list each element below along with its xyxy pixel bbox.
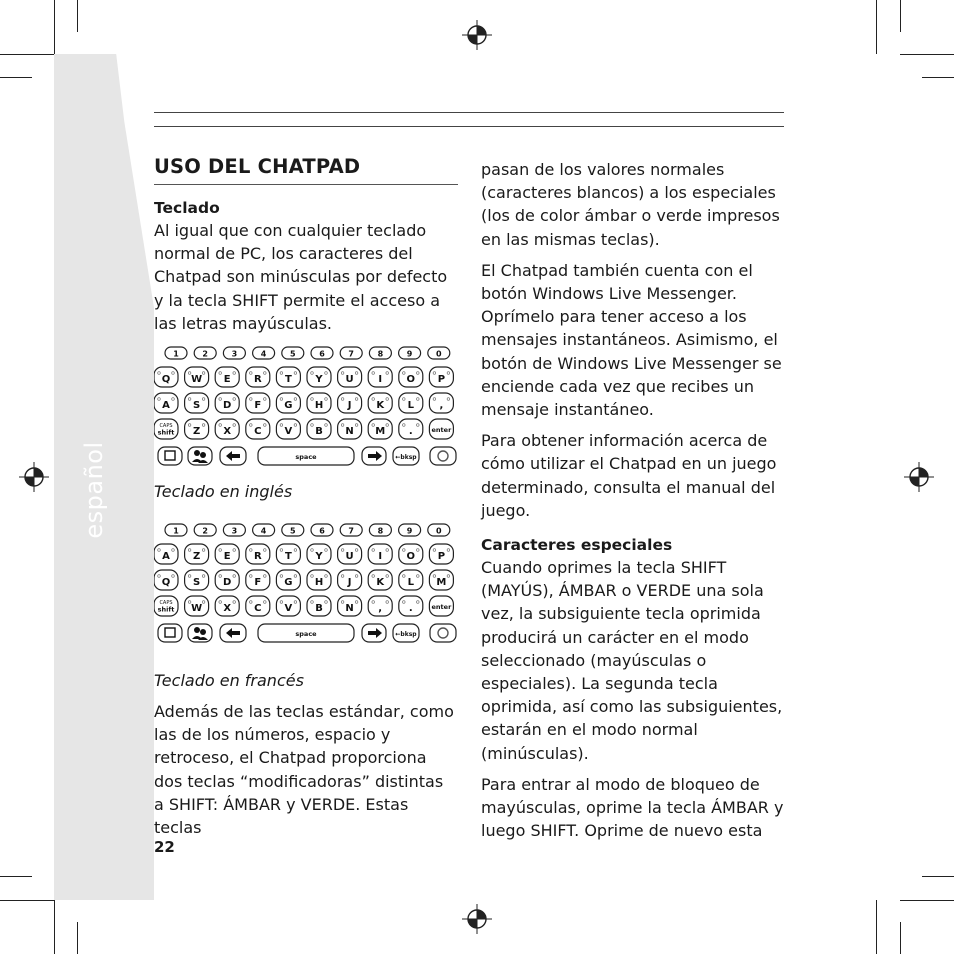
space-key-label: space: [295, 630, 317, 639]
letter-key-label: N: [345, 603, 354, 615]
crop-mark: [876, 0, 877, 54]
number-key-label: 2: [202, 349, 208, 359]
letter-key-label: U: [345, 374, 354, 386]
crop-mark: [77, 0, 78, 32]
bottom-key: [158, 624, 182, 642]
registration-mark-icon: [462, 904, 492, 934]
letter-key-label: P: [437, 551, 446, 563]
number-key-label: 0: [436, 349, 442, 359]
letter-key-label: M: [375, 426, 386, 438]
letter-key-label: U: [345, 551, 354, 563]
shift-key-label: shift: [157, 605, 175, 614]
crop-mark: [900, 900, 954, 901]
caps-key-label: CAPS: [159, 423, 173, 430]
bottom-key: [430, 624, 456, 642]
letter-key-label: ,: [378, 603, 383, 615]
number-key-label: 4: [260, 349, 267, 359]
number-key-label: 8: [377, 526, 384, 536]
letter-key-label: Z: [192, 551, 201, 563]
crop-mark: [922, 77, 954, 78]
intro-paragraph: Al igual que con cualquier teclado normal de PC, los caracteres del Chatpad son minúsculas por defecto y la tecla SHIFT permite el acceso a las letras mayúsculas.: [154, 221, 448, 333]
letter-key-label: H: [314, 577, 324, 589]
letter-key-label: S: [192, 577, 201, 589]
messenger-people-icon: [194, 627, 200, 633]
language-label-text: español: [80, 441, 108, 539]
header-rule: [154, 126, 784, 127]
letter-key-label: W: [191, 603, 203, 615]
french-keyboard-illustration: [154, 522, 458, 650]
letter-key-label: K: [376, 400, 385, 412]
messenger-people-icon: [200, 452, 206, 458]
registration-mark-icon: [462, 20, 492, 50]
number-key-label: 6: [319, 526, 325, 536]
letter-key-label: X: [223, 603, 232, 615]
continued-paragraph: pasan de los valores normales (caracteres blancos) a los especiales (los de color ámbar o verde impresos en las mismas teclas).: [481, 160, 780, 249]
registration-mark-icon: [19, 462, 49, 492]
crop-mark: [900, 0, 901, 32]
letter-key-label: L: [407, 400, 414, 412]
letter-key-label: D: [223, 400, 232, 412]
crop-mark: [0, 900, 54, 901]
page-number: 22: [154, 838, 175, 856]
letter-key-label: K: [376, 577, 385, 589]
letter-key-label: W: [191, 374, 203, 386]
messenger-paragraph: El Chatpad también cuenta con el botón Windows Live Messenger. Oprímelo para tener acceso a los mensajes instantáneos. Asimismo, el botón de Windows Live Messenger se enciende cada vez que recibes un mensaje instantáneo.: [481, 260, 782, 420]
letter-key-label: Q: [161, 374, 171, 386]
letter-key-label: A: [162, 400, 170, 412]
letter-key-label: T: [284, 551, 292, 563]
number-key-label: 3: [231, 349, 238, 359]
letter-key-label: F: [254, 577, 262, 589]
letter-key-label: D: [223, 577, 232, 589]
crop-mark: [77, 922, 78, 954]
number-key-label: 3: [231, 526, 238, 536]
letter-key-label: V: [284, 426, 293, 438]
letter-key-label: B: [315, 426, 323, 438]
backspace-key-label: ←bksp: [395, 631, 417, 639]
number-key-label: 2: [202, 526, 208, 536]
letter-key-label: X: [223, 426, 232, 438]
letter-key-label: S: [192, 400, 201, 412]
letter-key-label: C: [254, 426, 262, 438]
letter-key-label: O: [406, 551, 416, 563]
letter-key-label: R: [253, 374, 262, 386]
number-key-label: 1: [173, 526, 179, 536]
crop-mark: [922, 876, 954, 877]
number-key-label: 4: [260, 526, 267, 536]
letter-key-label: F: [254, 400, 262, 412]
letter-key-label: R: [253, 551, 262, 563]
number-key-label: 5: [290, 349, 296, 359]
crop-mark: [900, 54, 954, 55]
english-keyboard-illustration: [154, 345, 458, 473]
space-key-label: space: [295, 453, 317, 462]
letter-key-label: I: [378, 551, 383, 563]
section-title: USO DEL CHATPAD: [154, 155, 361, 178]
letter-key-label: L: [407, 577, 414, 589]
teclado-heading: Teclado: [154, 199, 220, 217]
letter-key-label: G: [284, 577, 293, 589]
number-key-label: 6: [319, 349, 325, 359]
special-characters-paragraph: Cuando oprimes la tecla SHIFT (MAYÚS), ÁMBAR o VERDE una sola vez, la subsiguiente tecla oprimida producirá un carácter en el modo seleccionado (mayúsculas o especiales). La segunda tecla oprimida, así como las subsiguientes, estarán en el modo normal (minúsculas).: [481, 558, 783, 763]
crop-mark: [54, 900, 55, 954]
registration-mark-icon: [904, 462, 934, 492]
number-key-label: 9: [406, 349, 413, 359]
crop-mark: [0, 876, 32, 877]
letter-key-label: N: [345, 426, 354, 438]
letter-key-label: A: [162, 551, 170, 563]
bottom-key: [430, 447, 456, 465]
letter-key-label: J: [347, 400, 352, 412]
left-column: [154, 150, 458, 839]
right-column: [481, 150, 785, 842]
crop-mark: [0, 54, 54, 55]
letter-key-label: H: [314, 400, 324, 412]
letter-key-label: J: [347, 577, 352, 589]
modifiers-paragraph: Además de las teclas estándar, como las de los números, espacio y retroceso, el Chatpad proporciona dos teclas “modificadoras” distintas a SHIFT: ÁMBAR y VERDE. Estas teclas: [154, 702, 454, 838]
caps-key-label: CAPS: [159, 600, 173, 607]
number-key-label: 1: [173, 349, 179, 359]
messenger-people-icon: [194, 450, 200, 456]
enter-key-label: enter: [431, 603, 452, 612]
crop-mark: [876, 900, 877, 954]
shift-key-label: shift: [157, 428, 175, 437]
crop-mark: [900, 922, 901, 954]
letter-key-label: .: [408, 426, 413, 438]
number-key-label: 9: [406, 526, 413, 536]
caption-english-keyboard: Teclado en inglés: [154, 482, 293, 502]
letter-key-label: ,: [439, 400, 444, 412]
bottom-key: [158, 447, 182, 465]
letter-key-label: P: [437, 374, 446, 386]
number-key-label: 7: [348, 349, 354, 359]
title-underline: [154, 184, 458, 185]
header-rule: [154, 112, 784, 113]
letter-key-label: I: [378, 374, 383, 386]
letter-key-label: Y: [315, 374, 323, 386]
enter-key-label: enter: [431, 426, 452, 435]
crop-mark: [54, 0, 55, 54]
letter-key-label: Q: [161, 577, 171, 589]
messenger-people-icon: [200, 629, 206, 635]
letter-key-label: V: [284, 603, 293, 615]
number-key-label: 0: [436, 526, 442, 536]
letter-key-label: E: [223, 551, 231, 563]
letter-key-label: C: [254, 603, 262, 615]
letter-key-label: Y: [315, 551, 323, 563]
info-paragraph: Para obtener información acerca de cómo utilizar el Chatpad en un juego determinado, consulta el manual del juego.: [481, 431, 777, 520]
letter-key-label: Z: [192, 426, 201, 438]
number-key-label: 8: [377, 349, 384, 359]
letter-key-label: O: [406, 374, 416, 386]
number-key-label: 5: [290, 526, 296, 536]
caption-french-keyboard: Teclado en francés: [154, 671, 304, 691]
special-characters-heading: Caracteres especiales: [481, 536, 673, 555]
letter-key-label: .: [408, 603, 413, 615]
language-tab-label: [64, 420, 124, 560]
letter-key-label: T: [284, 374, 292, 386]
letter-key-label: M: [436, 577, 447, 589]
number-key-label: 7: [348, 526, 354, 536]
caps-lock-paragraph: Para entrar al modo de bloqueo de mayúsculas, oprime la tecla ÁMBAR y luego SHIFT. Oprime de nuevo esta: [481, 774, 784, 841]
crop-mark: [0, 77, 32, 78]
letter-key-label: G: [284, 400, 293, 412]
backspace-key-label: ←bksp: [395, 454, 417, 462]
letter-key-label: B: [315, 603, 323, 615]
letter-key-label: E: [223, 374, 231, 386]
